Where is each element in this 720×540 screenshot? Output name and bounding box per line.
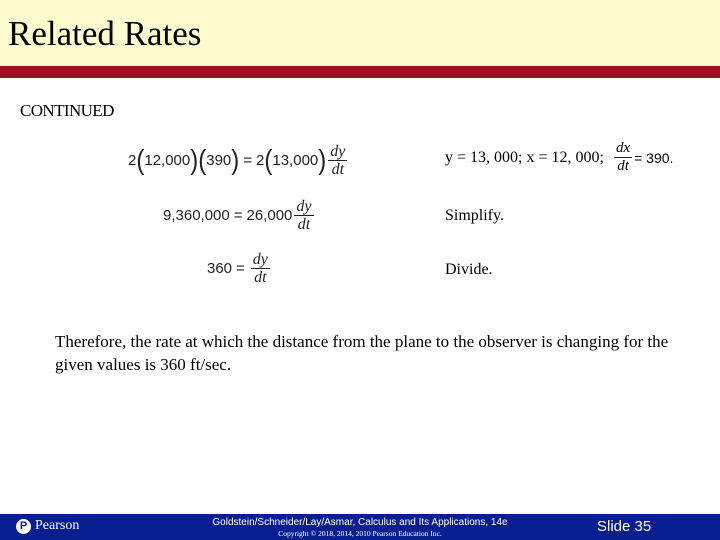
eq1-coef-a: 2	[128, 152, 137, 169]
note-step-1	[445, 140, 673, 175]
eq1-value-rate: 390	[206, 152, 232, 169]
eq2-right: 26,000	[246, 207, 293, 224]
fraction-numerator: dy	[330, 143, 346, 160]
section-label: CONTINUED	[20, 101, 114, 120]
note-step-2: Simplify.	[445, 207, 504, 224]
eq1-value-x: 12,000	[144, 152, 191, 169]
fraction-denominator: dt	[331, 161, 345, 178]
conclusion-text: Therefore, the rate at which the distance from the plane to the observer is changing for the given values is 360 ft/sec.	[55, 332, 669, 374]
pearson-logo-text: Pearson	[35, 518, 80, 533]
footer-bar	[0, 514, 720, 540]
fraction-denominator: dt	[617, 158, 629, 174]
fraction-numerator: dy	[296, 198, 312, 215]
pearson-logo-icon: P	[16, 519, 31, 534]
eq2-equals: =	[233, 207, 243, 224]
fraction-denominator: dt	[297, 216, 311, 233]
fraction-numerator: dx	[615, 140, 631, 156]
eq3-equals: =	[236, 260, 245, 277]
eq2-fraction-dy-dt	[294, 198, 313, 233]
equation-step-3	[207, 251, 270, 286]
note-step-3: Divide.	[445, 261, 493, 278]
eq3-fraction-dy-dt	[251, 251, 270, 286]
eq2-left: 9,360,000	[163, 207, 230, 224]
copyright-notice: Copyright © 2018, 2014, 2010 Pearson Education Inc.	[278, 529, 442, 538]
eq1-equals: =	[243, 152, 253, 169]
note-1-given-values: y = 13, 000; x = 12, 000;	[445, 148, 604, 166]
slide-number: Slide 35	[597, 518, 652, 535]
note-1-fraction-dx-dt	[614, 140, 632, 175]
slide-title: Related Rates	[8, 14, 202, 53]
equation-step-1: 2 ( 12,000 ) ( 390 ) = 2 ( 13,000 ) $\frac{dy}{dt}$	[128, 143, 346, 178]
equation-step-2	[163, 198, 314, 233]
fraction-numerator: dy	[252, 251, 268, 268]
note-1-rate-value: = 390.	[634, 149, 674, 166]
citation-title: Goldstein/Schneider/Lay/Asmar, Calculus and Its Applications, 14e	[212, 517, 508, 528]
title-bar	[0, 0, 720, 66]
title-divider	[0, 66, 720, 78]
eq1-coef-c: 2	[256, 152, 265, 169]
eq1-value-y: 13,000	[272, 152, 319, 169]
pearson-logo	[16, 518, 79, 534]
citation	[200, 517, 520, 539]
eq3-left: 360	[207, 260, 233, 277]
eq1-fraction-dy-dt	[328, 143, 347, 178]
fraction-denominator: dt	[254, 269, 267, 286]
